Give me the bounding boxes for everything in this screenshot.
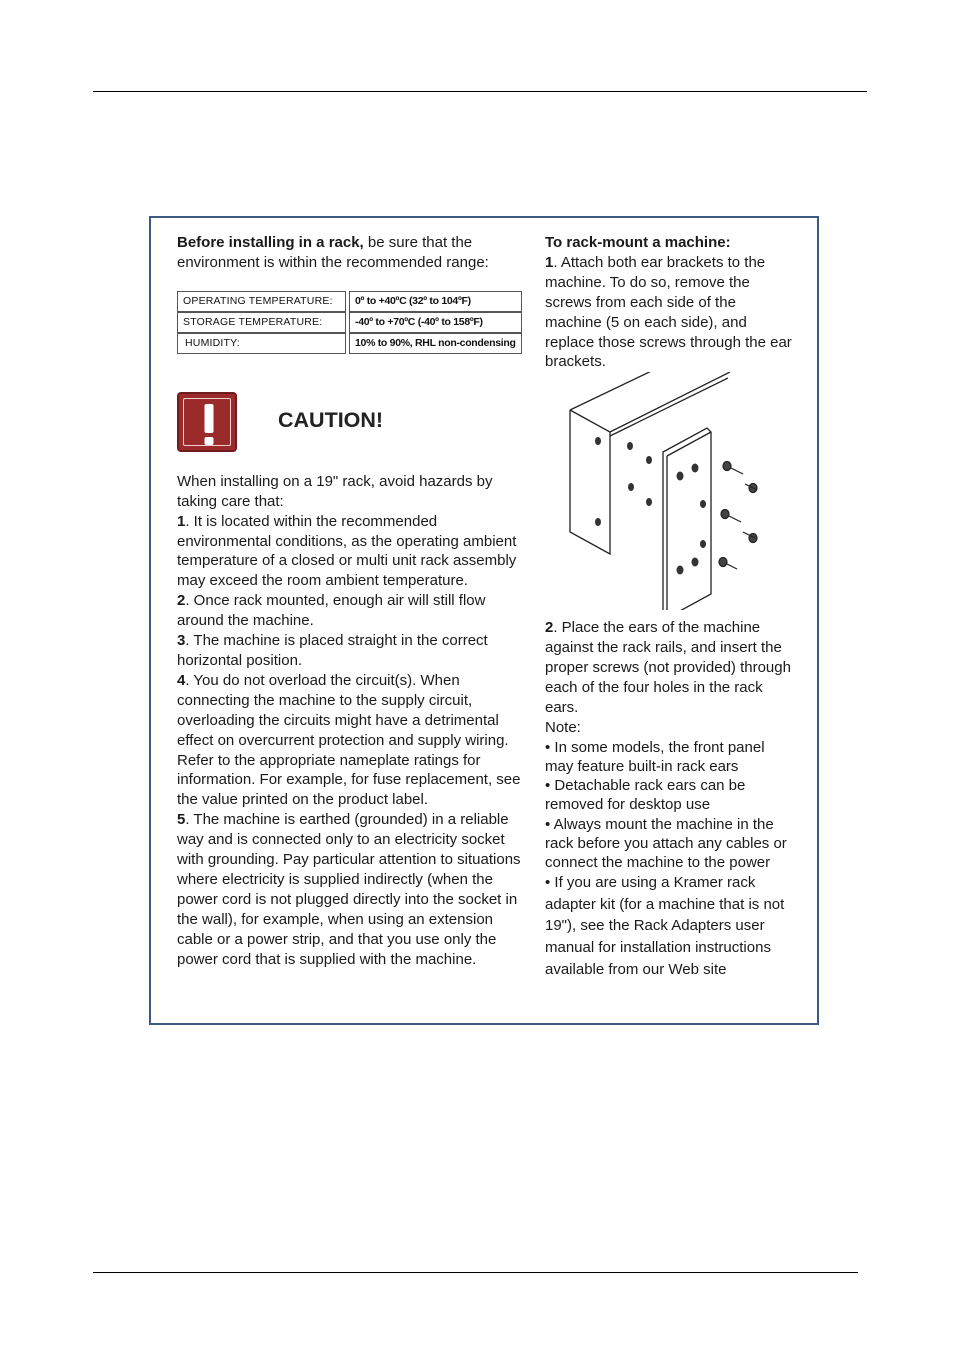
environment-intro-text: be sure that the environment is within the recommended range: xyxy=(177,234,489,271)
operating-temperature-value: 0º to +40ºC (32º to 104ºF) xyxy=(349,291,522,312)
rack-ear-bracket-illustration xyxy=(565,372,775,610)
list-item: • Always mount the machine in the rack before you attach any cables or connect the machine to the power xyxy=(545,815,787,871)
list-item: • If you are using a Kramer rack adapter kit (for a machine that is not 19"), see the Rack Adapters user manual for installation instructions available from our Web site xyxy=(545,874,785,978)
hazard-item-number: 4 xyxy=(177,671,186,689)
hazard-item-number: 1 xyxy=(177,512,186,530)
hazard-item-2 xyxy=(177,591,529,631)
footer-rule xyxy=(93,1272,858,1273)
header-rule xyxy=(93,91,867,92)
step-number: 1 xyxy=(545,253,554,271)
hazard-item-number: 3 xyxy=(177,632,186,650)
table-row xyxy=(177,312,522,333)
storage-temperature-value: -40º to +70ºC (-40º to 158ºF) xyxy=(349,312,522,333)
hazard-intro: When installing on a 19" rack, avoid hazards by taking care that: xyxy=(177,472,493,510)
humidity-value: 10% to 90%, RHL non-condensing xyxy=(349,333,522,354)
table-row xyxy=(177,291,522,312)
hazard-item-3 xyxy=(177,631,529,671)
rack-step-1 xyxy=(545,253,795,372)
left-column xyxy=(177,233,529,969)
hazard-item-text: . The machine is placed straight in the correct horizontal position. xyxy=(177,632,488,669)
environment-intro-bold: Before installing in a rack, xyxy=(177,234,364,251)
list-item: • In some models, the front panel may feature built-in rack ears xyxy=(545,738,765,775)
hazard-item-1 xyxy=(177,512,529,592)
hazard-item-number: 5 xyxy=(177,811,186,829)
environment-intro xyxy=(177,233,529,273)
table-row xyxy=(177,333,522,354)
storage-temperature-label: STORAGE TEMPERATURE: xyxy=(177,312,346,333)
hazard-item-5 xyxy=(177,810,529,969)
note-label: Note: xyxy=(545,718,581,736)
operating-temperature-label: OPERATING TEMPERATURE: xyxy=(177,291,346,312)
caution-header xyxy=(177,392,529,454)
environment-table xyxy=(174,291,525,354)
hazard-item-number: 2 xyxy=(177,592,186,610)
hazard-item-text: . It is located within the recommended environmental conditions, as the operating ambient temperature of a closed or multi unit rack assembly may exceed the room ambient temperature. xyxy=(177,512,517,590)
caution-icon xyxy=(177,392,237,452)
step-text: . Attach both ear brackets to the machine. To do so, remove the screws from each side of the machine (5 on each side), and replace those screws through the ear brackets. xyxy=(545,253,792,371)
right-column xyxy=(545,233,795,980)
hazard-item-4 xyxy=(177,671,529,810)
humidity-label: HUMIDITY: xyxy=(177,333,346,354)
hazard-item-text: . The machine is earthed (grounded) in a reliable way and is connected only to an electricity socket with grounding. Pay particular attention to situations where electricity is supplied indirectly (when the power cord is not plugged directly into the socket in the wall), for example, when using an extension cable or a power strip, and that you use only the power cord that is supplied with the machine. xyxy=(177,811,521,968)
rack-mount-title: To rack-mount a machine: xyxy=(545,234,731,251)
note-list xyxy=(545,738,795,980)
caution-title: CAUTION! xyxy=(278,407,384,432)
hazard-item-text: . Once rack mounted, enough air will still flow around the machine. xyxy=(177,592,486,630)
list-item: • Detachable rack ears can be removed for desktop use xyxy=(545,777,746,814)
rack-step-2 xyxy=(545,618,795,718)
hazard-item-text: . You do not overload the circuit(s). When connecting the machine to the supply circuit, overloading the circuits might have a detrimental effect on overcurrent protection and supply wiring. Refer to the appropriate nameplate ratings for information. For example, for fuse replacement, see the value printed on the product label. xyxy=(177,671,521,809)
step-text: . Place the ears of the machine against the rack rails, and insert the proper screws (not provided) through each of the four holes in the rack ears. xyxy=(545,619,791,716)
step-number: 2 xyxy=(545,619,554,637)
